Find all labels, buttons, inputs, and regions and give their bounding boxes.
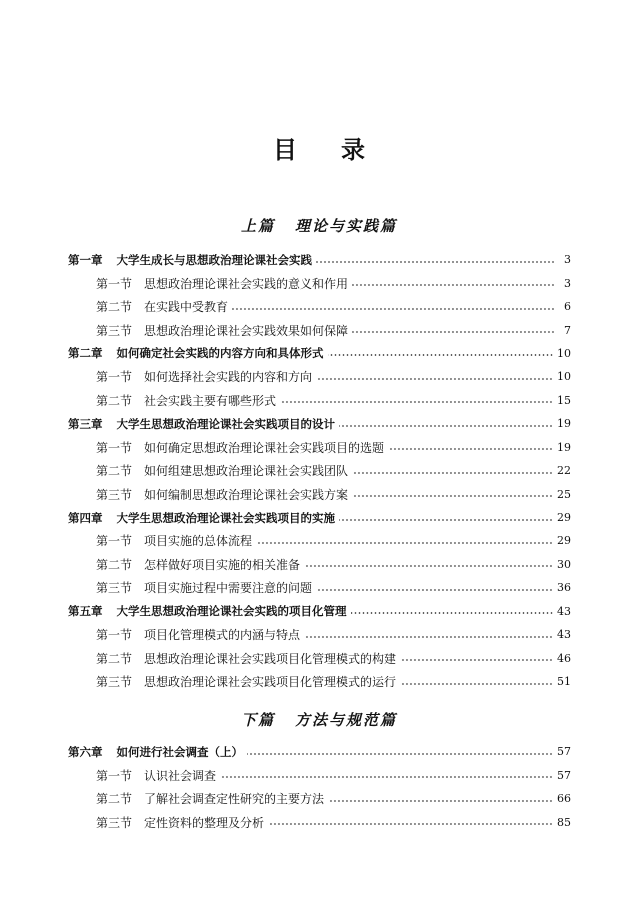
dot-leader [316,589,553,591]
entry-title: 如何编制思想政治理论课社会实践方案 [144,487,349,502]
dot-leader [328,354,554,356]
page-number: 3 [564,276,571,290]
toc-section-entry [68,295,571,318]
dot-leader [280,401,553,403]
part-name: 方法与规范篇 [295,711,398,729]
entry-title: 大学生思想政治理论课社会实践项目的设计 [116,416,335,431]
dot-leader [316,261,555,263]
dot-leader [339,519,553,521]
dot-leader [316,378,553,380]
entry-number: 第二节 [96,393,133,408]
dot-leader [352,331,555,333]
entry-number: 第三节 [96,323,133,338]
page-number: 57 [557,768,571,782]
entry-title: 怎样做好项目实施的相关准备 [144,557,301,572]
page-number: 7 [564,323,571,337]
entry-number: 第一节 [96,534,133,549]
page-number: 19 [557,417,571,431]
entry-number: 第二章 [68,346,103,361]
entry-title: 认识社会调查 [144,768,217,783]
part-name: 理论与实践篇 [295,217,398,235]
entry-number: 第四章 [68,510,103,525]
part-prefix: 上篇 [240,217,275,235]
page-number: 46 [557,651,571,665]
page-number: 29 [557,511,571,525]
dot-leader [339,425,553,427]
page-number: 10 [557,370,571,384]
entry-title: 定性资料的整理及分析 [144,815,265,830]
toc-chapter-entry [68,342,571,365]
entry-title: 大学生思想政治理论课社会实践项目的实施 [116,510,335,525]
entry-title: 在实践中受教育 [144,300,229,315]
entry-title: 思想政治理论课社会实践项目化管理模式的构建 [144,651,397,666]
entry-number: 第一章 [68,252,103,267]
toc-list-upper [68,248,571,693]
page-number: 66 [557,792,571,806]
entry-number: 第二节 [96,792,133,807]
entry-number: 第二节 [96,464,133,479]
dot-leader [400,683,553,685]
dot-leader [352,284,555,286]
part-heading-upper [0,215,638,236]
entry-title: 思想政治理论课社会实践效果如何保障 [144,323,349,338]
entry-number: 第三节 [96,815,133,830]
entry-number: 第二节 [96,557,133,572]
dot-leader [256,542,553,544]
entry-title: 如何确定社会实践的内容方向和具体形式 [116,346,324,361]
entry-title: 如何选择社会实践的内容和方向 [144,370,313,385]
entry-number: 第二节 [96,651,133,666]
entry-title: 项目实施过程中需要注意的问题 [144,581,313,596]
entry-number: 第三章 [68,416,103,431]
toc-section-entry [68,365,571,388]
toc-section-entry [68,482,571,505]
entry-number: 第一节 [96,768,133,783]
dot-leader [400,659,553,661]
toc-section-entry [68,787,571,810]
part-heading-lower [0,709,638,730]
entry-number: 第一节 [96,370,133,385]
page-number: 30 [557,557,571,571]
dot-leader [304,636,553,638]
toc-section-entry [68,436,571,459]
page-number: 3 [564,253,571,267]
toc-chapter-entry [68,248,571,271]
page-number: 22 [557,464,571,478]
entry-title: 项目实施的总体流程 [144,534,253,549]
page-title: 目录 [273,135,409,164]
entry-title: 大学生思想政治理论课社会实践的项目化管理 [116,604,347,619]
toc-section-entry [68,553,571,576]
entry-number: 第一节 [96,276,133,291]
entry-number: 第三节 [96,581,133,596]
toc-section-entry [68,459,571,482]
dot-leader [268,823,553,825]
dot-leader [351,612,554,614]
entry-number: 第三节 [96,675,133,690]
page-number: 85 [557,815,571,829]
dot-leader [388,448,553,450]
page-number: 6 [564,300,571,314]
dot-leader [304,565,553,567]
toc-section-entry [68,529,571,552]
entry-number: 第三节 [96,487,133,502]
page-number: 29 [557,534,571,548]
entry-title: 大学生成长与思想政治理论课社会实践 [116,252,312,267]
toc-section-entry [68,576,571,599]
entry-title: 如何确定思想政治理论课社会实践项目的选题 [144,440,385,455]
toc-section-entry [68,318,571,341]
toc-section-entry [68,670,571,693]
entry-title: 如何进行社会调查（上） [116,744,243,759]
dot-leader [328,800,553,802]
page-number: 43 [557,628,571,642]
toc-section-entry [68,389,571,412]
entry-number: 第六章 [68,744,103,759]
dot-leader [352,495,553,497]
page-number: 15 [557,393,571,407]
page-number: 57 [557,745,571,759]
entry-number: 第五章 [68,604,103,619]
entry-title: 思想政治理论课社会实践项目化管理模式的运行 [144,675,397,690]
page-number: 25 [557,487,571,501]
toc-chapter-entry [68,740,571,763]
dot-leader [232,308,555,310]
entry-number: 第一节 [96,440,133,455]
toc-section-entry [68,763,571,786]
toc-section-entry [68,646,571,669]
dot-leader [247,753,553,755]
page-number: 36 [557,581,571,595]
part-prefix: 下篇 [240,711,275,729]
toc-chapter-entry [68,412,571,435]
toc-chapter-entry [68,600,571,623]
entry-title: 项目化管理模式的内涵与特点 [144,628,301,643]
toc-chapter-entry [68,506,571,529]
page-number: 10 [557,346,571,360]
toc-list-lower [68,740,571,834]
page-number: 19 [557,440,571,454]
entry-title: 如何组建思想政治理论课社会实践团队 [144,464,349,479]
entry-title: 了解社会调查定性研究的主要方法 [144,792,325,807]
entry-title: 社会实践主要有哪些形式 [144,393,277,408]
dot-leader [352,472,553,474]
entry-title: 思想政治理论课社会实践的意义和作用 [144,276,349,291]
dot-leader [220,776,553,778]
entry-number: 第一节 [96,628,133,643]
entry-number: 第二节 [96,300,133,315]
page-number: 43 [557,604,571,618]
toc-section-entry [68,271,571,294]
page-number: 51 [557,675,571,689]
toc-section-entry [68,810,571,833]
toc-section-entry [68,623,571,646]
